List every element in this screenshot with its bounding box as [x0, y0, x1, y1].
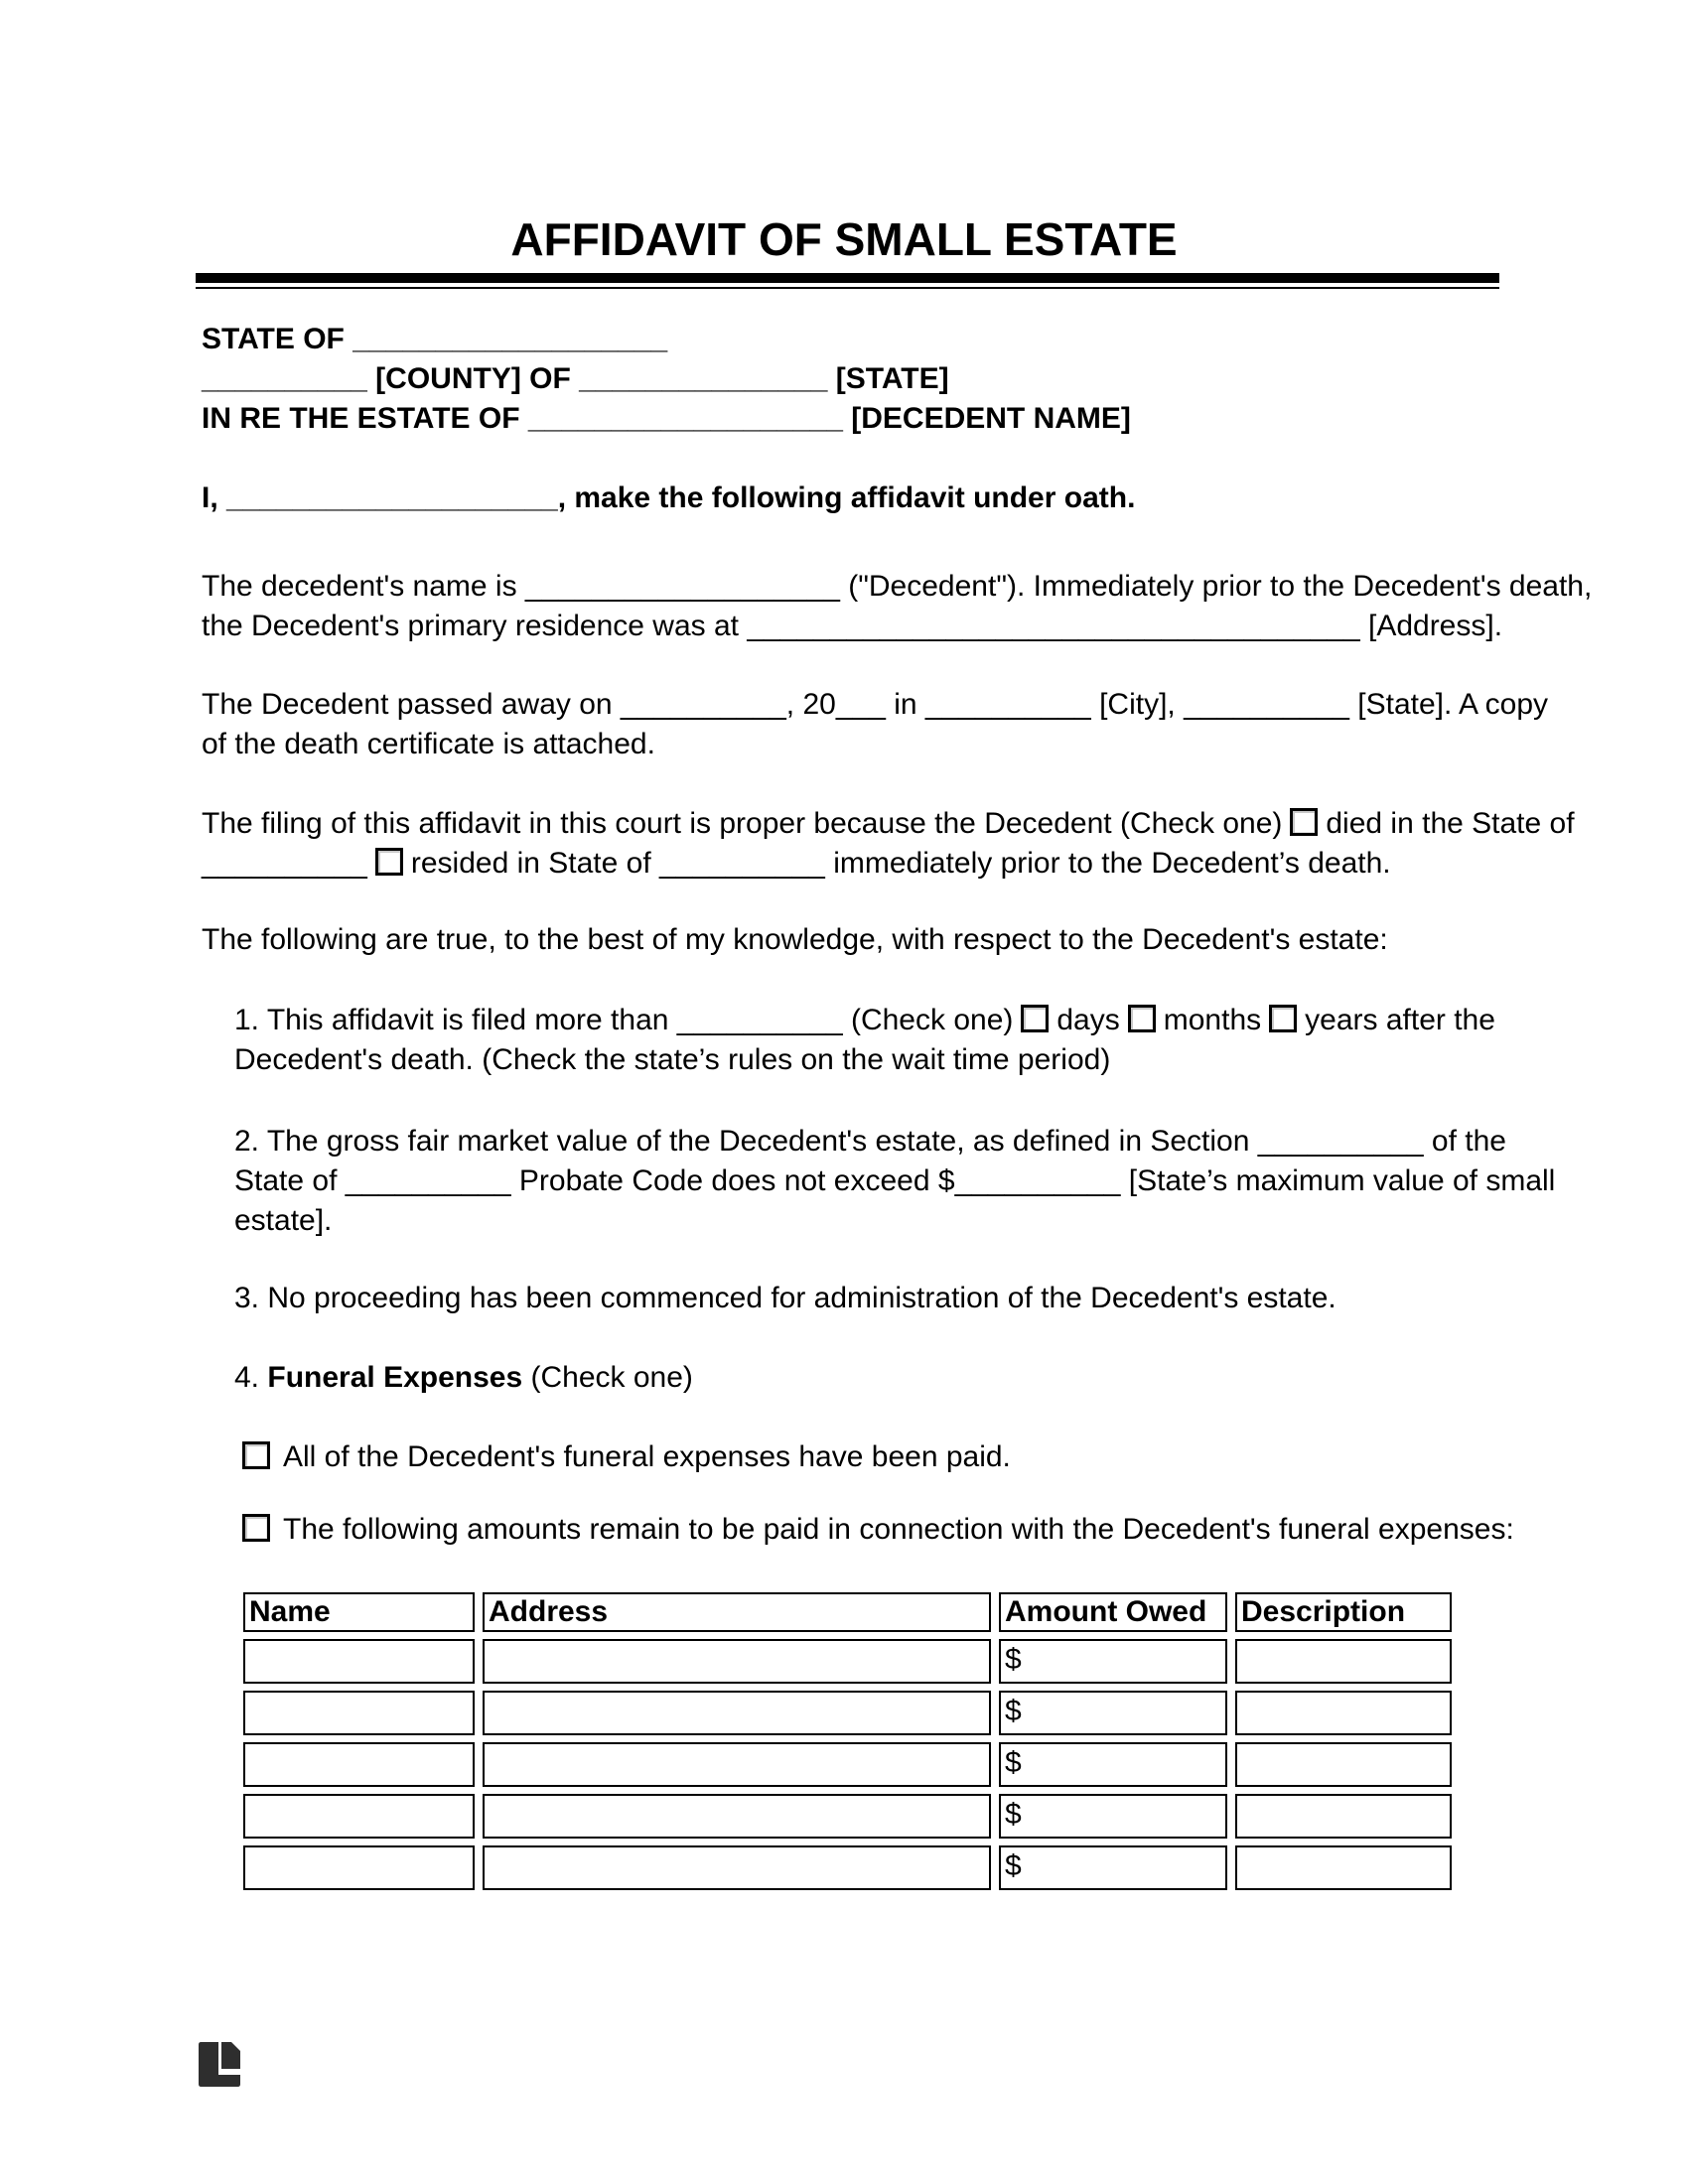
- cell-name[interactable]: [243, 1639, 475, 1684]
- death-date-paragraph: [202, 685, 1549, 764]
- caption-state-line: STATE OF ___________________: [202, 323, 668, 355]
- divider-thin-bar: [196, 287, 1499, 289]
- legal-templates-logo: [199, 2042, 240, 2087]
- filing-text-pre: The filing of this affidavit in this court is proper because the Decedent (Check one): [202, 807, 1283, 840]
- document-title: AFFIDAVIT OF SMALL ESTATE: [510, 213, 1178, 265]
- item-1-wait-period: [202, 1001, 1509, 1080]
- expenses-paid-checkbox[interactable]: [242, 1441, 270, 1469]
- expenses-unpaid-checkbox[interactable]: [242, 1514, 270, 1542]
- days-checkbox[interactable]: [1021, 1005, 1049, 1032]
- filing-state-blank: __________: [202, 847, 367, 880]
- cell-amount-owed[interactable]: $: [999, 1691, 1227, 1735]
- paragraph-line: [202, 844, 1509, 884]
- cell-address[interactable]: [483, 1691, 991, 1735]
- years-checkbox[interactable]: [1269, 1005, 1297, 1032]
- paragraph-line: of the death certificate is attached.: [202, 728, 655, 760]
- cell-description[interactable]: [1235, 1639, 1452, 1684]
- table-header-name: Name: [243, 1592, 475, 1632]
- truths-intro: The following are true, to the best of my knowledge, with respect to the Decedent's estate:: [202, 923, 1388, 956]
- paragraph-line: Decedent's death. (Check the state’s rules on the wait time period): [234, 1043, 1111, 1076]
- cell-description[interactable]: [1235, 1742, 1452, 1787]
- paragraph-line: estate].: [234, 1204, 333, 1237]
- cell-address[interactable]: [483, 1845, 991, 1890]
- filing-text-post: died in the State of: [1326, 807, 1575, 840]
- died-in-state-checkbox[interactable]: [1290, 808, 1318, 836]
- table-header-amount-owed: Amount Owed: [999, 1592, 1227, 1632]
- document-body: [202, 320, 1593, 1897]
- item-3-no-proceeding: 3. No proceeding has been commenced for administration of the Decedent's estate.: [234, 1282, 1336, 1314]
- title-divider: [196, 273, 1499, 289]
- item4-suffix: (Check one): [530, 1361, 693, 1394]
- decedent-name-paragraph: [202, 567, 1593, 646]
- expenses-paid-label: All of the Decedent's funeral expenses have been paid.: [283, 1440, 1011, 1473]
- table-header-description: Description: [1235, 1592, 1452, 1632]
- item-2-estate-value: [202, 1122, 1556, 1241]
- cell-description[interactable]: [1235, 1794, 1452, 1839]
- paragraph-line: the Decedent's primary residence was at _____________________________________ [Address].: [202, 610, 1503, 642]
- table-header-address: Address: [483, 1592, 991, 1632]
- item1-text-pre: 1. This affidavit is filed more than __________ (Check one): [234, 1004, 1014, 1036]
- cell-amount-owed[interactable]: $: [999, 1742, 1227, 1787]
- cell-name[interactable]: [243, 1845, 475, 1890]
- funeral-unpaid-option: [202, 1510, 1514, 1550]
- cell-amount-owed[interactable]: $: [999, 1845, 1227, 1890]
- paragraph-line: 2. The gross fair market value of the Decedent's estate, as defined in Section __________ of the: [234, 1125, 1506, 1158]
- resided-in-state-checkbox[interactable]: [375, 848, 403, 876]
- cell-amount-owed[interactable]: $: [999, 1639, 1227, 1684]
- months-label: months: [1163, 1004, 1262, 1036]
- funeral-paid-option: [202, 1437, 1509, 1477]
- cell-description[interactable]: [1235, 1845, 1452, 1890]
- cell-amount-owed[interactable]: $: [999, 1794, 1227, 1839]
- funeral-expenses-table: [235, 1585, 1460, 1897]
- table-header-row: [243, 1592, 1452, 1632]
- court-caption: [202, 320, 1509, 439]
- table-row: [243, 1691, 1452, 1735]
- item-4-funeral-expenses: [202, 1358, 1509, 1398]
- days-label: days: [1056, 1004, 1120, 1036]
- paragraph-line: [202, 804, 1575, 844]
- cell-description[interactable]: [1235, 1691, 1452, 1735]
- caption-county-line: __________ [COUNTY] OF _______________ [STATE]: [202, 362, 949, 395]
- table-row: [243, 1845, 1452, 1890]
- months-checkbox[interactable]: [1128, 1005, 1156, 1032]
- cell-name[interactable]: [243, 1742, 475, 1787]
- filing-venue-paragraph: [202, 804, 1575, 884]
- item4-number: 4.: [234, 1361, 260, 1394]
- caption-estate-line: IN RE THE ESTATE OF ___________________ [DECEDENT NAME]: [202, 402, 1131, 435]
- cell-name[interactable]: [243, 1794, 475, 1839]
- item4-heading: Funeral Expenses: [267, 1361, 523, 1394]
- expenses-unpaid-label: The following amounts remain to be paid in connection with the Decedent's funeral expenses:: [283, 1513, 1514, 1546]
- paragraph-line: State of __________ Probate Code does not exceed $__________ [State’s maximum value of small: [234, 1164, 1556, 1197]
- filing-text-resided: resided in State of __________ immediately prior to the Decedent’s death.: [410, 847, 1391, 880]
- paragraph-line: [234, 1001, 1509, 1040]
- cell-address[interactable]: [483, 1639, 991, 1684]
- table-row: [243, 1794, 1452, 1839]
- paragraph-line: The decedent's name is ___________________ ("Decedent"). Immediately prior to the Decedent's death,: [202, 570, 1593, 603]
- divider-thick-bar: [196, 273, 1499, 283]
- oath-statement: I, ____________________, make the following affidavit under oath.: [202, 481, 1136, 514]
- years-label: years after the: [1305, 1004, 1495, 1036]
- cell-address[interactable]: [483, 1742, 991, 1787]
- paragraph-line: The Decedent passed away on __________, 20___ in __________ [City], __________ [State]. A copy: [202, 688, 1549, 721]
- cell-address[interactable]: [483, 1794, 991, 1839]
- table-row: [243, 1742, 1452, 1787]
- table-row: [243, 1639, 1452, 1684]
- cell-name[interactable]: [243, 1691, 475, 1735]
